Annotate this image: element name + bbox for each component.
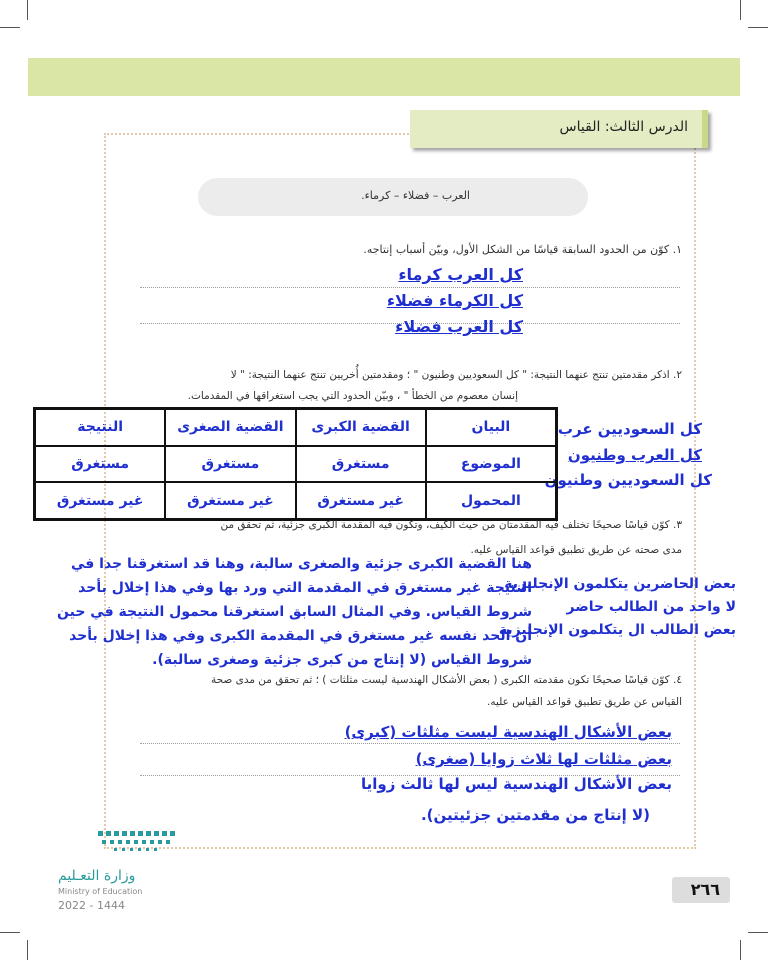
q1-answer-3: كل العرب فضلاء	[395, 317, 523, 336]
terms-box	[198, 178, 588, 216]
table-header: النتيجة	[35, 409, 165, 446]
crop-mark	[748, 932, 768, 933]
lesson-title-box	[410, 110, 708, 148]
crop-mark	[740, 0, 741, 20]
q1-answer-2: كل الكرماء فضلاء	[386, 291, 523, 310]
q3-line2: مدى صحته عن طريق تطبيق قواعد القياس عليه.	[470, 544, 682, 556]
crop-mark	[0, 27, 20, 28]
table-cell: مستغرق	[296, 446, 426, 483]
q2-line1: ٢. اذكر مقدمتين تنتج عنهما النتيجة: " كل السعوديين وطنيون " ؛ ومقدمتين أُخريين تنتج عنهما النتيجة: " لا	[230, 369, 682, 381]
terms-text: العرب – فضلاء – كرماء.	[361, 189, 470, 202]
table-cell: غير مستغرق	[296, 482, 426, 519]
q3-explanation-2: النتيجة غير مستغرق في المقدمة التي ورد بها وفي هذا إخلال بأحد	[78, 580, 532, 596]
table-cell: مستغرق	[165, 446, 295, 483]
q3-explanation-1: هنا القضية الكبرى جزئية والصغرى سالبة، وهنا قد استغرقنا جدا في	[70, 556, 532, 572]
crop-mark	[0, 932, 20, 933]
crop-mark	[740, 940, 741, 960]
table-cell: الموضوع	[426, 446, 556, 483]
edition-year: 2022 - 1444	[58, 899, 125, 912]
q2-line2: إنسان معصوم من الخطأ " ، وبيّن الحدود التي يجب استغراقها في المقدمات.	[187, 390, 518, 402]
q2-answer-3: كل السعوديين وطنيون	[544, 471, 712, 489]
answer-line	[140, 743, 680, 744]
q4-answer-4: (لا إنتاج من مقدمتين جزئيتين).	[420, 806, 650, 824]
q3-explanation-5: شروط القياس (لا إنتاج من كبرى جزئية وصغرى سالبة).	[152, 652, 532, 668]
table-cell: مستغرق	[35, 446, 165, 483]
table-header: القضية الكبرى	[296, 409, 426, 446]
q3-explanation-4: أن الحد نفسه غير مستغرق في المقدمة الكبرى وفي هذا إخلال بأحد	[69, 628, 532, 644]
table-header: القضية الصغرى	[165, 409, 295, 446]
page-number: ٢٦٦	[690, 880, 720, 899]
table-cell: المحمول	[426, 482, 556, 519]
crop-mark	[748, 27, 768, 28]
q4-answer-1: بعض الأشكال الهندسية ليست مثلثات (كبرى)	[344, 723, 672, 741]
table-cell: غير مستغرق	[35, 482, 165, 519]
q2-answer-1: كل السعوديين عرب	[557, 420, 702, 438]
q1-text: ١. كوّن من الحدود السابقة قياسًا من الشكل الأول، وبيّن أسباب إنتاجه.	[363, 243, 682, 256]
q3-explanation-3: شروط القياس. وفي المثال السابق استغرقنا محمول النتيجة في حين	[57, 604, 532, 620]
q4-line2: القياس عن طريق تطبيق قواعد القياس عليه.	[487, 696, 682, 708]
crop-mark	[27, 940, 28, 960]
q3-answer-right-2: لا واحد من الطالب حاضر	[566, 599, 736, 615]
lesson-title: الدرس الثالث: القياس	[559, 119, 688, 135]
crop-mark	[27, 0, 28, 20]
ministry-name-ar: وزارة التعـليم	[58, 868, 136, 884]
q3-answer-right-1: بعض الحاضرين يتكلمون الإنجليزية	[504, 576, 736, 592]
q4-answer-3: بعض الأشكال الهندسية ليس لها ثالث زوايا	[360, 775, 672, 793]
q3-answer-right-3: بعض الطالب ال يتكلمون الإنجليزية	[498, 622, 736, 638]
ministry-logo-icon	[96, 828, 186, 860]
table-cell: غير مستغرق	[165, 482, 295, 519]
q4-answer-2: بعض مثلثات لها ثلاث زوايا (صغرى)	[415, 750, 672, 768]
answer-line	[140, 287, 680, 288]
ministry-name-en: Ministry of Education	[58, 887, 143, 896]
q1-answer-1: كل العرب كرماء	[398, 265, 523, 284]
terms-table	[33, 407, 558, 521]
page-number-box	[672, 877, 730, 903]
header-band	[28, 58, 740, 96]
table-header: البيان	[426, 409, 556, 446]
q2-answer-2: كل العرب وطنيون	[567, 446, 702, 464]
q4-line1: ٤. كوّن قياسًا صحيحًا تكون مقدمته الكبرى ( بعض الأشكال الهندسية ليست مثلثات ) ؛ ثم تحقق من مدى صحة	[210, 674, 682, 686]
q3-line1: ٣. كوّن قياسًا صحيحًا تختلف فيه المقدمتان من حيث الكيف، وتكون فيه المقدمة الكبرى جزئية، ثم تحقق من	[220, 519, 682, 531]
